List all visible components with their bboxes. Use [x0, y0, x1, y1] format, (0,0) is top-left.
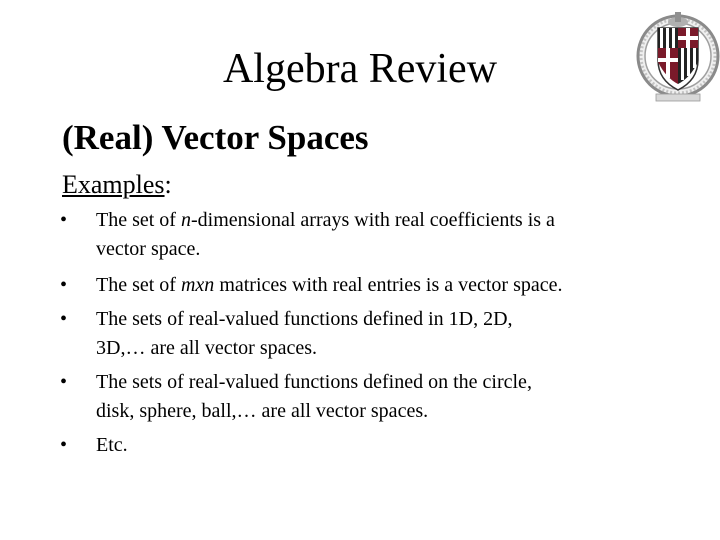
bullet-marker: • [60, 274, 68, 296]
bullet-text-line2: disk, sphere, ball,… are all vector spaces. [96, 400, 429, 422]
bullet-text-line2: 3D,… are all vector spaces. [96, 337, 318, 359]
examples-colon: : [164, 170, 172, 199]
bullet-text-line2: vector space. [96, 238, 201, 260]
bullet-text [96, 305, 676, 363]
bullet-text-post: matrices with real entries is a vector space. [214, 274, 563, 296]
bullet-item [60, 368, 700, 426]
bullet-item [60, 271, 700, 300]
slide-title: Algebra Review [222, 46, 498, 92]
university-crest-logo [636, 0, 720, 114]
bullet-item [60, 431, 700, 460]
examples-heading [62, 168, 172, 202]
bullet-text-pre: The sets of real-valued functions defined on the circle, [96, 371, 532, 393]
bullet-text-pre: The set of [96, 274, 181, 296]
bullet-text [96, 206, 676, 264]
slide-subtitle: (Real) Vector Spaces [62, 118, 369, 157]
bullet-text [96, 271, 676, 300]
bullet-item [60, 206, 700, 264]
bullet-marker: • [60, 308, 68, 330]
bullet-marker: • [60, 434, 68, 456]
bullet-text-em: n [180, 209, 191, 231]
bullet-marker: • [60, 371, 68, 393]
bullet-text-em: mxn [180, 274, 215, 296]
bullet-marker: • [60, 209, 68, 231]
bullet-item [60, 305, 700, 363]
bullet-text-pre: Etc. [96, 434, 128, 456]
bullet-text [96, 368, 676, 426]
bullet-text-post: -dimensional arrays with real coefficients is a [190, 209, 555, 231]
examples-label: Examples [62, 170, 165, 199]
bullet-text [96, 431, 676, 460]
bullet-text-pre: The sets of real-valued functions defined in 1D, 2D, [96, 308, 513, 330]
bullet-text-pre: The set of [96, 209, 181, 231]
